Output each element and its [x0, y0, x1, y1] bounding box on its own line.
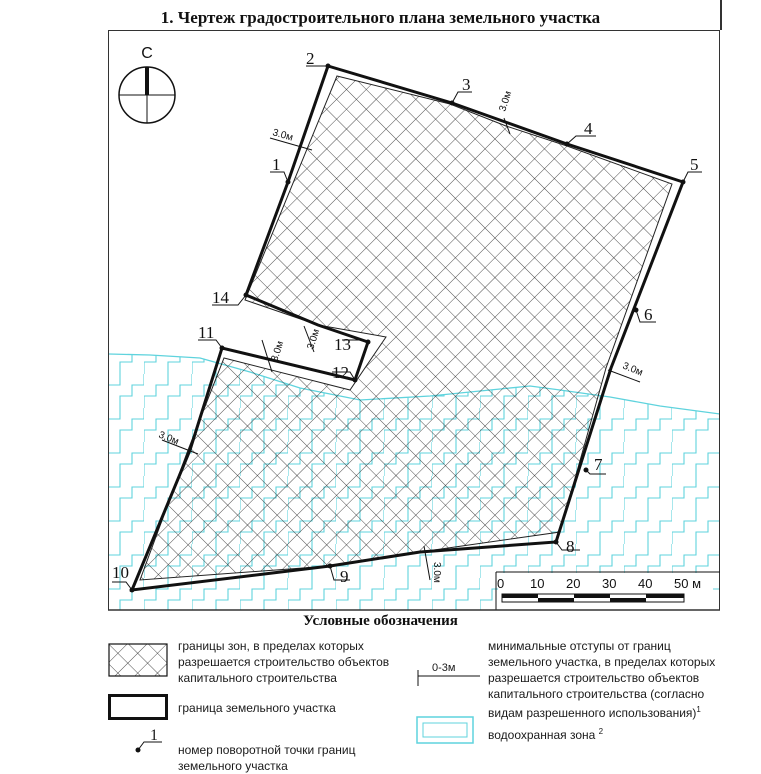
scale-tick-20: 20 — [566, 576, 581, 591]
setback-label-d: 3.0м — [269, 339, 287, 363]
point-label-1: 1 — [272, 155, 281, 174]
scale-tick-40: 40 — [638, 576, 653, 591]
point-label-7: 7 — [594, 455, 603, 474]
scale-tick-10: 10 — [530, 576, 545, 591]
point-label-13: 13 — [334, 335, 351, 354]
legend-setback-text: минимальные отступы от границ земельного участка, в пределах которых разрешается строительство объектов капитального строительства (согласно видам разрешенного использования)$^1$ — [488, 639, 716, 720]
legend-setback-sample: 0-3м — [432, 662, 456, 674]
setback-label-g: 3.0м — [431, 562, 442, 583]
setback-label-e: 3.0м — [305, 327, 323, 351]
scale-tick-0: 0 — [497, 576, 505, 591]
scale-bar — [496, 572, 720, 610]
legend-swatch-water — [416, 716, 476, 746]
point-label-5: 5 — [690, 155, 699, 174]
point-label-10: 10 — [112, 563, 129, 582]
setback-label-a: 3.0м — [271, 127, 295, 144]
drawing-title: 1. Чертеж градостроительного плана земельного участка — [160, 8, 601, 27]
point-label-2: 2 — [306, 49, 315, 68]
legend-water-text: водоохранная зона $^2$ — [488, 727, 604, 742]
point-label-4: 4 — [584, 119, 593, 138]
point-label-9: 9 — [340, 567, 349, 586]
setback-label-f: 3.0м — [156, 429, 181, 448]
legend-parcel-text: граница земельного участка — [178, 701, 336, 715]
legend-swatch-build-zone — [108, 643, 168, 677]
point-label-8: 8 — [566, 537, 575, 556]
setback-label-b: 3.0м — [497, 89, 515, 113]
legend-swatch-parcel — [108, 694, 168, 720]
point-label-3: 3 — [462, 75, 471, 94]
legend-point-sample: 1 — [150, 727, 158, 744]
scale-tick-50: 50 м — [674, 576, 702, 591]
compass-north-label: С — [141, 45, 153, 62]
legend-build-zone-text: границы зон, в пределах которых разрешается строительство объектов капитального строительства — [178, 639, 390, 685]
legend-point-text: номер поворотной точки границ земельного участка — [178, 743, 356, 773]
setback-label-c: 3.0м — [620, 360, 645, 379]
legend-swatch-point — [118, 728, 168, 764]
point-label-12: 12 — [332, 363, 349, 382]
point-label-6: 6 — [644, 305, 653, 324]
compass — [119, 45, 175, 123]
point-label-14: 14 — [212, 288, 229, 307]
point-label-11: 11 — [198, 323, 215, 342]
legend-title: Условные обозначения — [303, 613, 458, 629]
scale-tick-30: 30 — [602, 576, 617, 591]
